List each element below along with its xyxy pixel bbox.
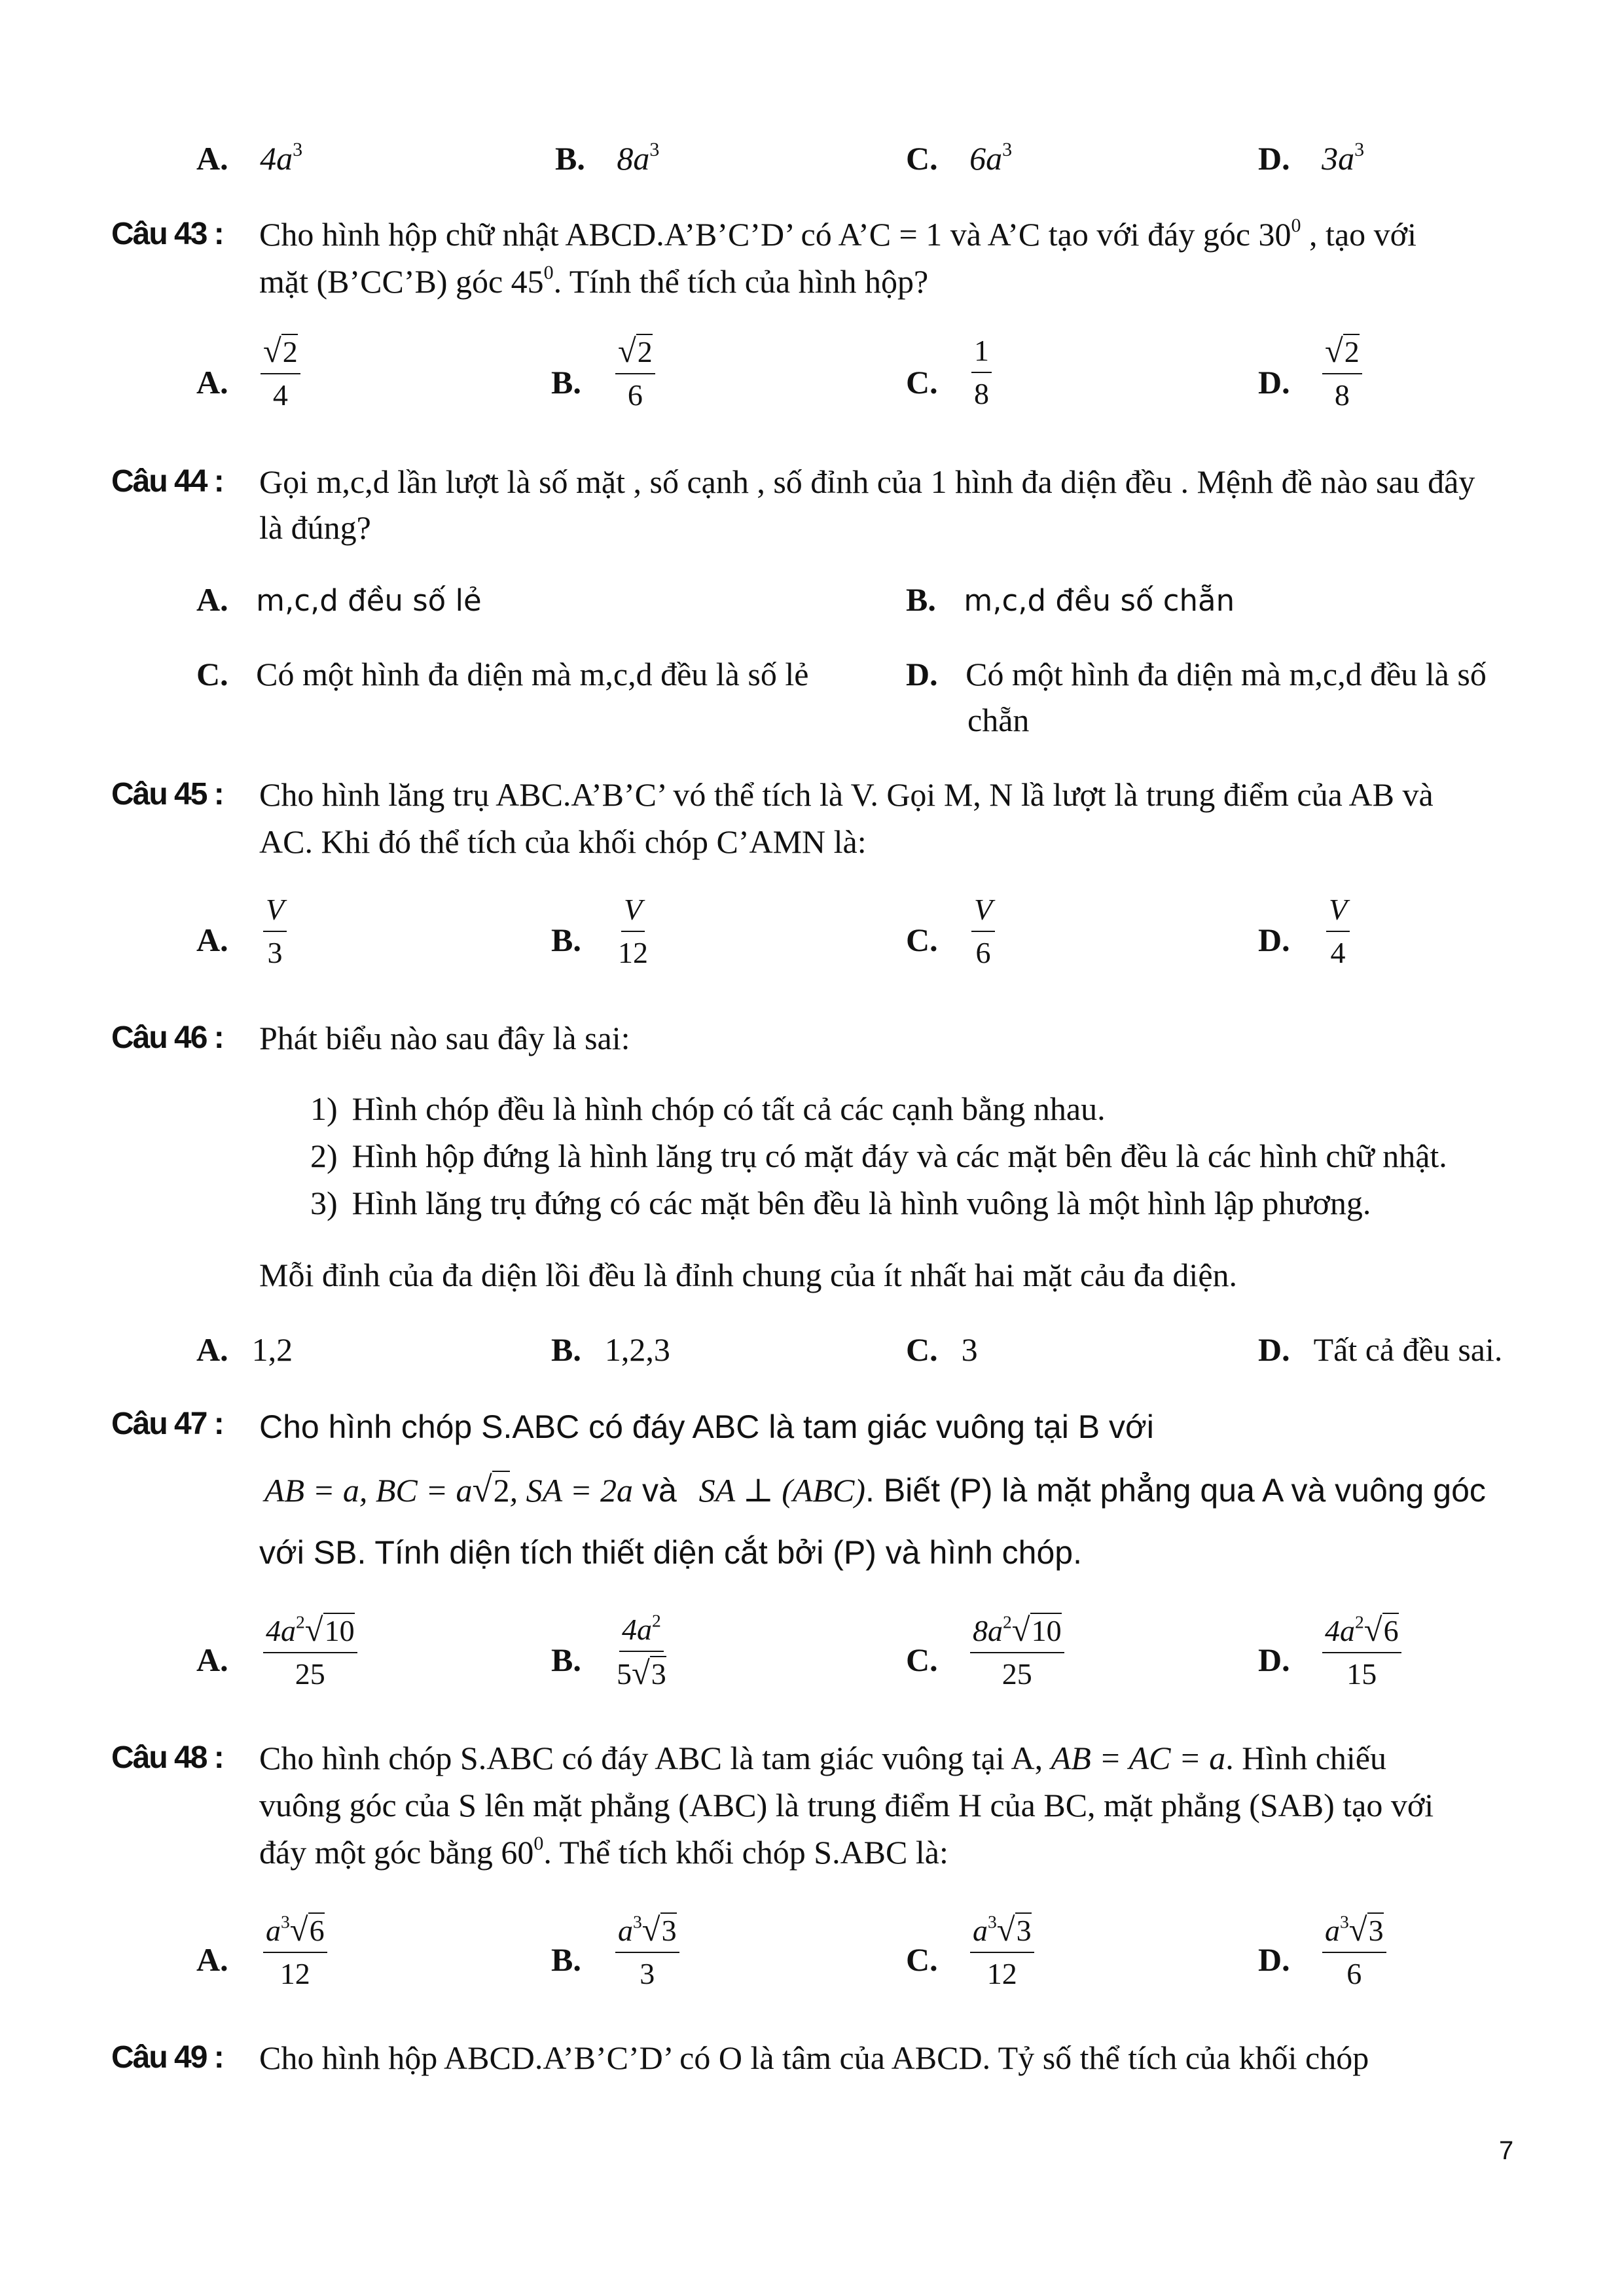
question-48-line-2: vuông góc của S lên mặt phẳng (ABC) là trung điểm H của BC, mặt phẳng (SAB) tạo với [259, 1787, 1434, 1823]
top-option-c: C. $6a^3$ [906, 139, 1013, 177]
q48-option-c-fraction: $\frac{a^3√3}{12}$ [970, 1911, 1034, 1992]
q43-option-c-letter: C. [906, 364, 938, 401]
q43-option-b-letter: B. [551, 364, 581, 401]
question-43-line-1: Cho hình hộp chữ nhật ABCD.A’B’C’D’ có A’C = 1 và A’C tạo với đáy góc $30^0$ , tạo với [259, 215, 1416, 253]
q48-option-b-fraction: $\frac{a^3√3}{3}$ [615, 1911, 679, 1992]
question-label-48: Câu 48 : [111, 1740, 223, 1775]
q48-option-a-fraction: $\frac{a^3√6}{12}$ [263, 1911, 327, 1992]
q45-option-d-fraction: $\frac{V}{4}$ [1326, 891, 1350, 971]
q48-option-a-letter: A. [196, 1941, 228, 1978]
q44-option-c: C. Có một hình đa diện mà m,c,d đều là số lẻ [196, 656, 809, 692]
q47-option-a-fraction: $\frac{4a^2√10}{25}$ [263, 1611, 357, 1693]
question-47-line-2: AB = a, BC = a√2, SA = 2a và SA ⊥ (ABC). Biết (P) là mặt phẳng qua A và vuông góc [264, 1469, 1486, 1509]
q46-statement-1: 1) Hình chóp đều là hình chóp có tất cả các cạnh bằng nhau. [310, 1090, 1106, 1127]
q47-option-b-letter: B. [551, 1641, 581, 1678]
q48-option-b-letter: B. [551, 1941, 581, 1978]
question-label-45: Câu 45 : [111, 777, 223, 812]
q44-option-d: D. Có một hình đa diện mà m,c,d đều là số [906, 656, 1487, 692]
q45-option-d-letter: D. [1258, 922, 1290, 958]
question-44-line-1: Gọi m,c,d lần lượt là số mặt , số cạnh , số đỉnh của 1 hình đa diện đều . Mệnh đề nào sau đây [259, 463, 1475, 500]
question-47-line-3: với SB. Tính diện tích thiết diện cắt bởi (P) và hình chóp. [259, 1534, 1082, 1571]
q46-option-b: B. 1,2,3 [551, 1331, 670, 1368]
q46-option-a: A. 1,2 [196, 1331, 293, 1368]
question-45-line-2: AC. Khi đó thể tích của khối chóp C’AMN là: [259, 823, 867, 860]
q46-option-d: D. Tất cả đều sai. [1258, 1331, 1503, 1368]
q44-option-b: B. m,c,d đều số chẵn [906, 581, 1235, 618]
q45-option-c-fraction: $\frac{V}{6}$ [971, 891, 995, 971]
question-47-line-1: Cho hình chóp S.ABC có đáy ABC là tam giác vuông tại B với [259, 1408, 1154, 1445]
q45-option-b-letter: B. [551, 922, 581, 958]
q43-option-d-letter: D. [1258, 364, 1290, 401]
q45-option-a-fraction: $\frac{V}{3}$ [263, 891, 287, 971]
question-43-line-2: mặt (B’CC’B) góc $45^0$. Tính thể tích của hình hộp? [259, 262, 929, 300]
q43-option-d-fraction: $\frac{√2}{8}$ [1322, 332, 1362, 414]
q47-option-c-letter: C. [906, 1641, 938, 1678]
q46-note: Mỗi đỉnh của đa diện lồi đều là đỉnh chung của ít nhất hai mặt cảu đa diện. [259, 1257, 1238, 1293]
question-label-43: Câu 43 : [111, 217, 223, 251]
top-option-b: B. $8a^3$ [555, 139, 660, 177]
question-label-47: Câu 47 : [111, 1407, 223, 1441]
q44-option-a: A. m,c,d đều số lẻ [196, 581, 482, 618]
question-44-line-2: là đúng? [259, 509, 371, 546]
q47-option-a-letter: A. [196, 1641, 228, 1678]
q43-option-b-fraction: $\frac{√2}{6}$ [615, 332, 655, 414]
q43-option-c-fraction: $\frac{1}{8}$ [971, 332, 992, 412]
q46-option-c: C. 3 [906, 1331, 978, 1368]
question-label-49: Câu 49 : [111, 2040, 223, 2075]
q43-option-a-fraction: $\frac{√2}{4}$ [261, 332, 300, 414]
top-option-a: A. $4a^3$ [196, 139, 303, 177]
question-49-line-1: Cho hình hộp ABCD.A’B’C’D’ có O là tâm của ABCD. Tỷ số thể tích của khối chóp [259, 2039, 1369, 2076]
question-45-line-1: Cho hình lăng trụ ABC.A’B’C’ vó thể tích là V. Gọi M, N lầ lượt là trung điểm của AB và [259, 776, 1434, 813]
q47-option-d-letter: D. [1258, 1641, 1290, 1678]
q48-option-d-fraction: $\frac{a^3√3}{6}$ [1322, 1911, 1386, 1992]
question-46-line-1: Phát biểu nào sau đây là sai: [259, 1020, 630, 1056]
q46-statement-2: 2) Hình hộp đứng là hình lăng trụ có mặt đáy và các mặt bên đều là các hình chữ nhật. [310, 1138, 1447, 1174]
question-48-line-1: Cho hình chóp S.ABC có đáy ABC là tam giác vuông tại A, AB = AC = a. Hình chiếu [259, 1740, 1386, 1776]
q44-option-d-continued: chẵn [967, 702, 1030, 738]
question-label-46: Câu 46 : [111, 1020, 223, 1055]
q45-option-a-letter: A. [196, 922, 228, 958]
q48-option-c-letter: C. [906, 1941, 938, 1978]
q47-option-c-fraction: $\frac{8a^2√10}{25}$ [970, 1611, 1064, 1693]
q43-option-a-letter: A. [196, 364, 228, 401]
page-number: 7 [1499, 2136, 1514, 2165]
question-label-44: Câu 44 : [111, 464, 223, 499]
q45-option-b-fraction: $\frac{V}{12}$ [618, 893, 648, 969]
question-48-line-3: đáy một góc bằng $60^0$. Thể tích khối chóp S.ABC là: [259, 1833, 948, 1871]
q45-option-c-letter: C. [906, 922, 938, 958]
top-option-d: D. $3a^3$ [1258, 139, 1365, 177]
q47-option-d-fraction: $\frac{4a^2√6}{15}$ [1322, 1611, 1401, 1693]
q47-option-b-fraction: $\frac{4a^2}{5√3}$ [617, 1610, 666, 1691]
q46-statement-3: 3) Hình lăng trụ đứng có các mặt bên đều là hình vuông là một hình lập phương. [310, 1185, 1371, 1221]
q48-option-d-letter: D. [1258, 1941, 1290, 1978]
